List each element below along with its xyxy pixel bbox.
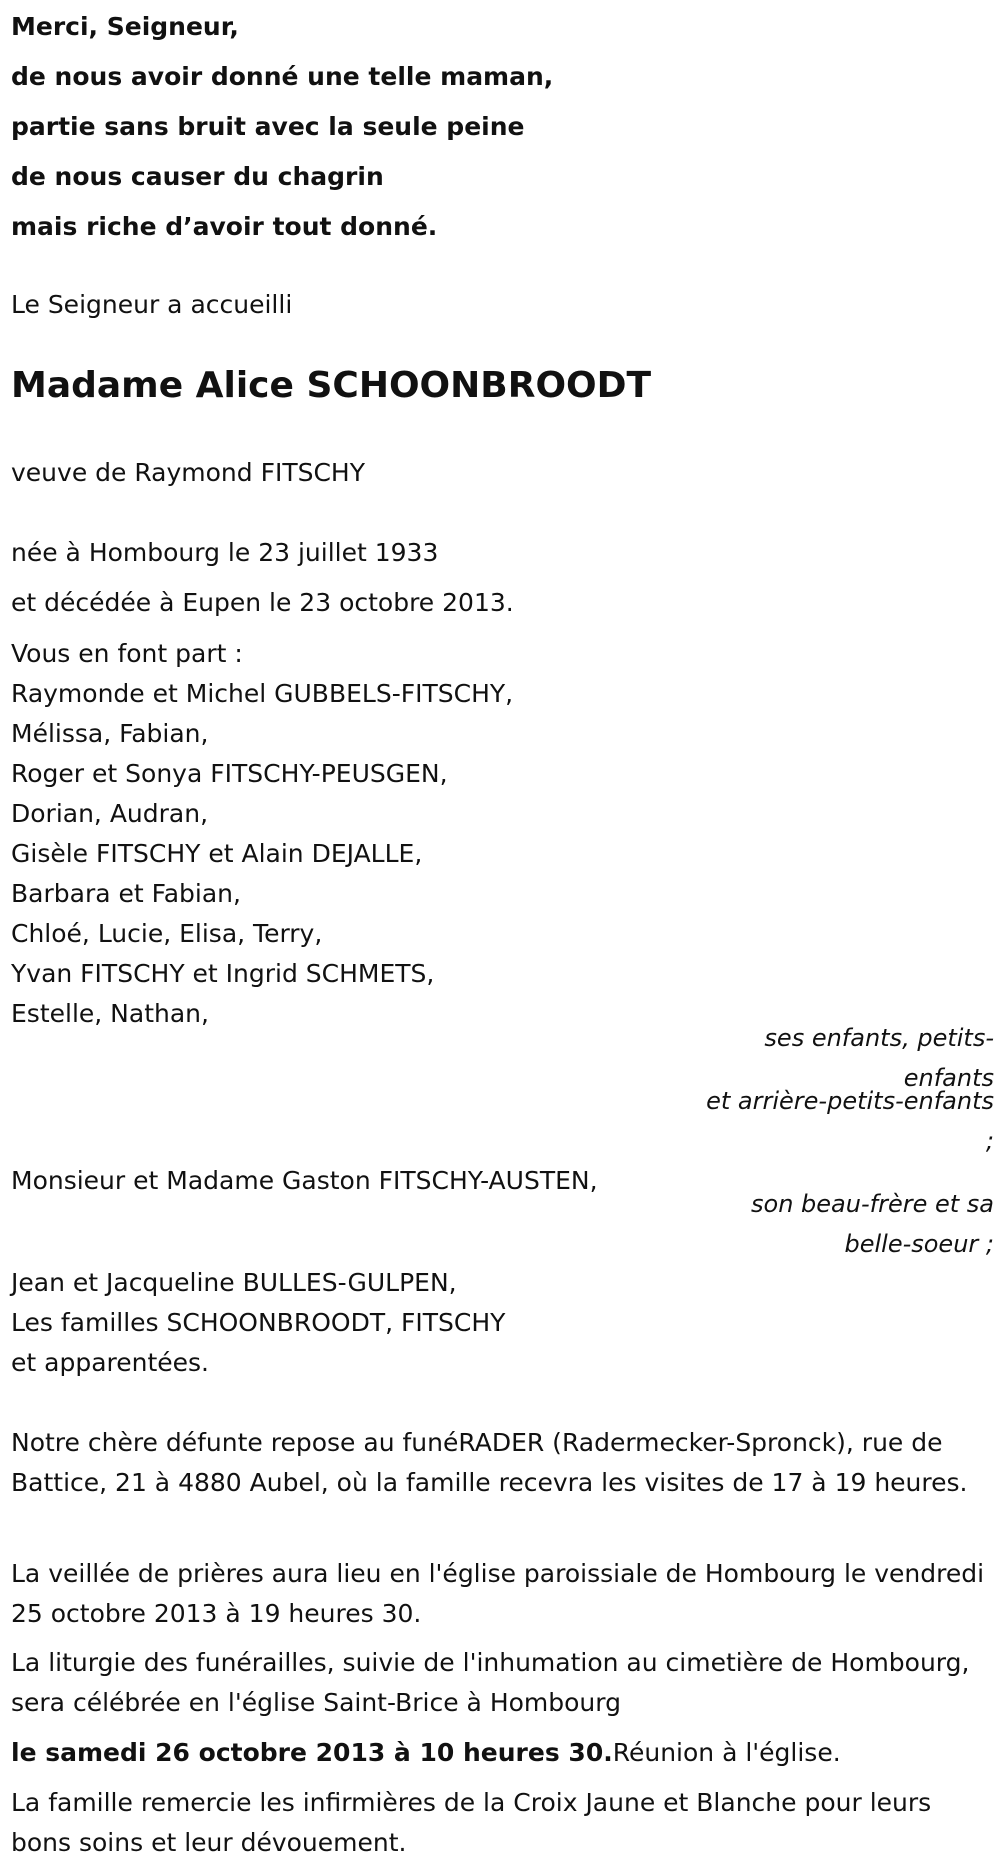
others-line-2: Les familles SCHOONBROODT, FITSCHY (11, 1308, 506, 1337)
others-line-1: Jean et Jacqueline BULLES-GULPEN, (11, 1268, 457, 1297)
family-line-5: Gisèle FITSCHY et Alain DEJALLE, (11, 839, 423, 868)
intro-text: Le Seigneur a accueilli (11, 290, 293, 319)
others-list (11, 1263, 505, 1383)
birth-text: née à Hombourg le 23 juillet 1933 (11, 538, 439, 567)
vigil-paragraph: La veillée de prières aura lieu en l'église paroissiale de Hombourg le vendredi 25 octobre 2013 à 19 heures 30. (11, 1559, 985, 1628)
death-text: et décédée à Eupen le 23 octobre 2013. (11, 588, 514, 617)
children-role-2: et arrière-petits-enfants ; (706, 1087, 994, 1155)
family-line-9: Estelle, Nathan, (11, 999, 209, 1028)
widow-of-text: veuve de Raymond FITSCHY (11, 458, 366, 487)
family-line-3: Roger et Sonya FITSCHY-PEUSGEN, (11, 759, 448, 788)
others-line-3: et apparentées. (11, 1348, 209, 1377)
family-line-1: Raymonde et Michel GUBBELS-FITSCHY, (11, 679, 514, 708)
family-line-4: Dorian, Audran, (11, 799, 209, 828)
poem-block (11, 2, 553, 252)
poem-line-2: de nous avoir donné une telle maman, (11, 62, 554, 91)
meeting-text: Réunion à l'église. (612, 1738, 841, 1767)
in-laws-role: son beau-frère et sa belle-soeur ; (751, 1190, 994, 1258)
poem-line-5: mais riche d’avoir tout donné. (11, 212, 438, 241)
ceremony-date: le samedi 26 octobre 2013 à 10 heures 30. (11, 1738, 613, 1767)
poem-line-3: partie sans bruit avec la seule peine (11, 112, 525, 141)
family-line-7: Chloé, Lucie, Elisa, Terry, (11, 919, 323, 948)
ceremony-date-paragraph (11, 1733, 986, 1773)
poem-line-4: de nous causer du chagrin (11, 162, 384, 191)
poem-line-1: Merci, Seigneur, (11, 12, 239, 41)
in-laws-text: Monsieur et Madame Gaston FITSCHY-AUSTEN, (11, 1166, 598, 1195)
rest-paragraph: Notre chère défunte repose au funéRADER (Radermecker-Spronck), rue de Battice, 21 à 4880 Aubel, où la famille recevra les visites de 17 à 19 heures. (11, 1428, 968, 1497)
family-line-8: Yvan FITSCHY et Ingrid SCHMETS, (11, 959, 435, 988)
family-line-6: Barbara et Fabian, (11, 879, 241, 908)
thanks-paragraph: La famille remercie les infirmières de la Croix Jaune et Blanche pour leurs bons soins et leur dévouement. (11, 1788, 932, 1857)
family-list (11, 634, 513, 1034)
family-announce: Vous en font part : (11, 639, 243, 668)
children-role-1: ses enfants, petits-enfants (764, 1024, 994, 1092)
deceased-name: Madame Alice SCHOONBROODT (11, 365, 652, 406)
liturgy-paragraph: La liturgie des funérailles, suivie de l'inhumation au cimetière de Hombourg, sera célébrée en l'église Saint-Brice à Hombourg (11, 1648, 970, 1717)
family-line-2: Mélissa, Fabian, (11, 719, 209, 748)
